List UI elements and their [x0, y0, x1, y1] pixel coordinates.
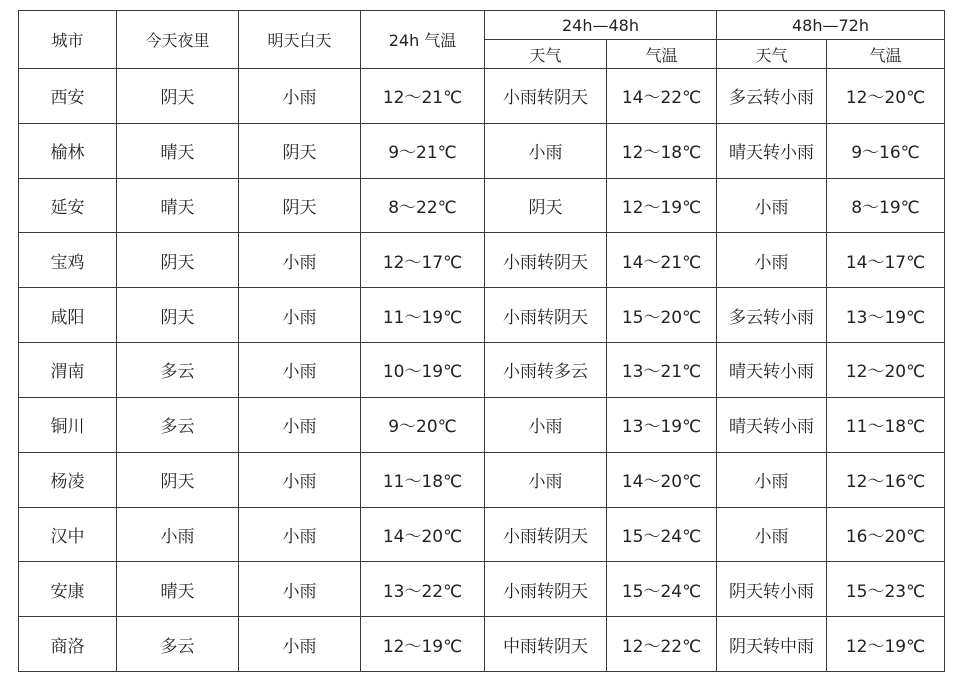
header-weather-24-48: 天气	[485, 40, 607, 69]
temp-24h-cell: 12～21℃	[361, 69, 485, 124]
tonight-weather-cell: 阴天	[117, 288, 239, 343]
tomorrow-day-weather-cell: 阴天	[239, 178, 361, 233]
temp-48-72-cell: 8～19℃	[827, 178, 945, 233]
table-row	[19, 397, 945, 452]
temp-24h-cell: 8～22℃	[361, 178, 485, 233]
weather-48-72-cell: 小雨	[717, 452, 827, 507]
tomorrow-day-weather-cell: 小雨	[239, 343, 361, 398]
temp-48-72-cell: 11～18℃	[827, 397, 945, 452]
table-row	[19, 562, 945, 617]
temp-24h-cell: 14～20℃	[361, 507, 485, 562]
temp-48-72-cell: 12～20℃	[827, 343, 945, 398]
header-temp-24h: 24h 气温	[361, 11, 485, 69]
city-cell: 延安	[19, 178, 117, 233]
city-cell: 榆林	[19, 123, 117, 178]
city-cell: 安康	[19, 562, 117, 617]
weather-48-72-cell: 晴天转小雨	[717, 343, 827, 398]
temp-24h-cell: 9～20℃	[361, 397, 485, 452]
weather-48-72-cell: 晴天转小雨	[717, 397, 827, 452]
weather-24-48-cell: 小雨转阴天	[485, 233, 607, 288]
weather-48-72-cell: 小雨	[717, 507, 827, 562]
temp-24h-cell: 13～22℃	[361, 562, 485, 617]
weather-48-72-cell: 多云转小雨	[717, 69, 827, 124]
header-city: 城市	[19, 11, 117, 69]
tonight-weather-cell: 小雨	[117, 507, 239, 562]
temp-24-48-cell: 12～22℃	[607, 617, 717, 672]
table-row	[19, 288, 945, 343]
weather-48-72-cell: 晴天转小雨	[717, 123, 827, 178]
header-row	[19, 11, 945, 40]
tomorrow-day-weather-cell: 小雨	[239, 233, 361, 288]
weather-24-48-cell: 小雨	[485, 452, 607, 507]
table-row	[19, 233, 945, 288]
temp-24-48-cell: 12～18℃	[607, 123, 717, 178]
tonight-weather-cell: 晴天	[117, 562, 239, 617]
temp-48-72-cell: 15～23℃	[827, 562, 945, 617]
table-row	[19, 123, 945, 178]
forecast-rows	[19, 69, 945, 672]
tonight-weather-cell: 阴天	[117, 452, 239, 507]
header-tonight: 今天夜里	[117, 11, 239, 69]
city-cell: 渭南	[19, 343, 117, 398]
table-row	[19, 452, 945, 507]
tonight-weather-cell: 晴天	[117, 123, 239, 178]
weather-48-72-cell: 阴天转中雨	[717, 617, 827, 672]
weather-24-48-cell: 小雨转多云	[485, 343, 607, 398]
city-cell: 咸阳	[19, 288, 117, 343]
tomorrow-day-weather-cell: 阴天	[239, 123, 361, 178]
header-group-24-48: 24h—48h	[485, 11, 717, 40]
city-cell: 宝鸡	[19, 233, 117, 288]
tomorrow-day-weather-cell: 小雨	[239, 507, 361, 562]
tomorrow-day-weather-cell: 小雨	[239, 288, 361, 343]
weather-48-72-cell: 小雨	[717, 178, 827, 233]
temp-24-48-cell: 15～20℃	[607, 288, 717, 343]
weather-24-48-cell: 小雨转阴天	[485, 507, 607, 562]
table-row	[19, 617, 945, 672]
temp-48-72-cell: 12～16℃	[827, 452, 945, 507]
tomorrow-day-weather-cell: 小雨	[239, 617, 361, 672]
city-cell: 商洛	[19, 617, 117, 672]
temp-24-48-cell: 13～19℃	[607, 397, 717, 452]
tonight-weather-cell: 多云	[117, 397, 239, 452]
header-temp-48-72: 气温	[827, 40, 945, 69]
temp-48-72-cell: 14～17℃	[827, 233, 945, 288]
tonight-weather-cell: 阴天	[117, 69, 239, 124]
weather-48-72-cell: 阴天转小雨	[717, 562, 827, 617]
header-group-48-72: 48h—72h	[717, 11, 945, 40]
city-cell: 汉中	[19, 507, 117, 562]
weather-24-48-cell: 小雨	[485, 397, 607, 452]
temp-48-72-cell: 9～16℃	[827, 123, 945, 178]
city-cell: 杨凌	[19, 452, 117, 507]
tonight-weather-cell: 多云	[117, 343, 239, 398]
temp-24-48-cell: 14～21℃	[607, 233, 717, 288]
tomorrow-day-weather-cell: 小雨	[239, 562, 361, 617]
tonight-weather-cell: 多云	[117, 617, 239, 672]
temp-24h-cell: 12～19℃	[361, 617, 485, 672]
table-row	[19, 507, 945, 562]
tonight-weather-cell: 阴天	[117, 233, 239, 288]
table-row	[19, 178, 945, 233]
weather-24-48-cell: 小雨转阴天	[485, 288, 607, 343]
weather-24-48-cell: 小雨转阴天	[485, 562, 607, 617]
weather-forecast-table	[18, 10, 945, 672]
temp-24-48-cell: 15～24℃	[607, 507, 717, 562]
temp-24h-cell: 11～19℃	[361, 288, 485, 343]
tomorrow-day-weather-cell: 小雨	[239, 452, 361, 507]
temp-24-48-cell: 12～19℃	[607, 178, 717, 233]
temp-24-48-cell: 15～24℃	[607, 562, 717, 617]
weather-24-48-cell: 中雨转阴天	[485, 617, 607, 672]
temp-24h-cell: 12～17℃	[361, 233, 485, 288]
temp-24-48-cell: 13～21℃	[607, 343, 717, 398]
temp-24h-cell: 10～19℃	[361, 343, 485, 398]
tomorrow-day-weather-cell: 小雨	[239, 397, 361, 452]
weather-24-48-cell: 阴天	[485, 178, 607, 233]
temp-48-72-cell: 16～20℃	[827, 507, 945, 562]
temp-48-72-cell: 13～19℃	[827, 288, 945, 343]
header-weather-48-72: 天气	[717, 40, 827, 69]
city-cell: 西安	[19, 69, 117, 124]
temp-24-48-cell: 14～20℃	[607, 452, 717, 507]
city-cell: 铜川	[19, 397, 117, 452]
weather-24-48-cell: 小雨转阴天	[485, 69, 607, 124]
weather-48-72-cell: 小雨	[717, 233, 827, 288]
temp-48-72-cell: 12～19℃	[827, 617, 945, 672]
weather-48-72-cell: 多云转小雨	[717, 288, 827, 343]
temp-48-72-cell: 12～20℃	[827, 69, 945, 124]
table-row	[19, 69, 945, 124]
temp-24h-cell: 11～18℃	[361, 452, 485, 507]
temp-24-48-cell: 14～22℃	[607, 69, 717, 124]
table-row	[19, 343, 945, 398]
tonight-weather-cell: 晴天	[117, 178, 239, 233]
weather-24-48-cell: 小雨	[485, 123, 607, 178]
tomorrow-day-weather-cell: 小雨	[239, 69, 361, 124]
header-tomorrow-day: 明天白天	[239, 11, 361, 69]
header-temp-24-48: 气温	[607, 40, 717, 69]
temp-24h-cell: 9～21℃	[361, 123, 485, 178]
